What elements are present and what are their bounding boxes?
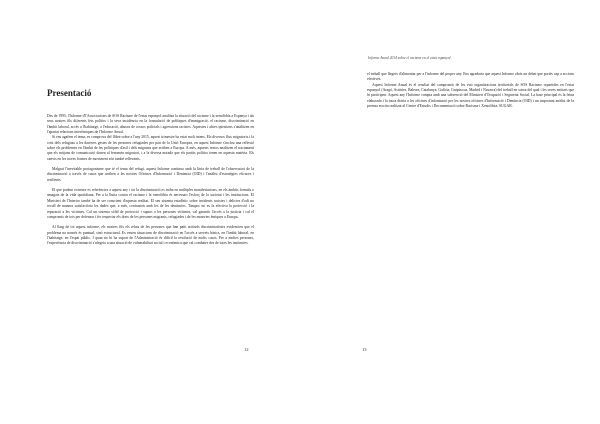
page-number-left: 12	[244, 347, 249, 352]
paragraph: El que podem extreure es referències a aquest any i tot la discriminació es troba en múltiples manifestacions, en els àmbits formals o amagats de la vida quotidiana. Per a la lluita contra el racisme i la xenofòbia és necessari l'esforç de la societat i les institucions. El Ministeri de l'Interior també ha de ser conscient d'aquesta realitat. El seu sistema estadístic sobre incidents racistes i delictes d'odi no recull de manera satisfactòria les dades que, a més, contrasten amb les de les denúncies. Tampoc no es fa efectiva la protecció i la reparació a les víctimes. Cal un sistema sòlid de protecció i suport a les persones víctimes, cal garantir l'accés a la justícia i cal el compromís de tots per defensar i fer respectar els drets de les persones migrants, refugiades i de les minories ètniques a Europa.	[47, 188, 254, 219]
running-head: Informe Anual 2014 sobre el racisme en el estat espanyol	[368, 56, 451, 60]
paragraph: Aquest Informe Anual és el resultat del compromís de les vuit organitzacions territorials de SOS Racisme repartides en l'estat espanyol (Aragó, Astúries, Balears, Catalunya, Galícia, Guipúscoa, Madrid i Navarra) del treball en xarxa del qual i les seves entitats que hi participen. Aquest any l'Informe compta amb una subvenció del Ministeri d'Ocupació i Seguretat Social. La base principal és la feina elaborada i la tasca diària a les oficines d'informació per les nostres oficines d'Informació i Denúncia (OID) i un important anàlisi de la premsa escrita realitzat al Centre d'Estudis i Documentació sobre Racisme i Xenofòbia, SUGAR.	[367, 82, 574, 109]
section-heading: Presentació	[47, 88, 92, 98]
page-number-right: 13	[362, 347, 367, 352]
right-column	[367, 72, 574, 109]
paragraph: el treball que llegeix d'alimentar per a l'informe del proper any. Ens agradaria que aquest Informe obrís un debat que portés cap a accions efectives.	[367, 72, 574, 82]
paragraph: Al llarg de tot aquest informe, els nostres fils els relats de les persones que han patit actituds discriminatòries evidencien que el problema no només és puntual, sinó estructural. Es veuen situacions de discriminació en l'accés a serveis bàsics, en l'àmbit laboral, en l'habitatge, en l'espai públic. I quan no hi ha suport de l'Administració és difícil la resolució de molts casos. Per a moltes persones, l'experiència de discriminació s'afegeix a una situació de vulnerabilitat social i econòmica que cal combatre des de totes les instàncies.	[47, 225, 254, 246]
right-page	[300, 0, 600, 424]
paragraph: Des de 1995, l'Informe d'l'Associacions de SOS Racisme de l'estat espanyol analitza la situació del racisme i la xenofòbia a Espanya i als seus nostres fils diferents fets polítics i la seva incidència en la formulació de polítiques d'immigració, el racisme, discriminació en l'àmbit laboral, accés a l'habitatge, a l'educació, abusos de cossos policials i agressions racistes. Aquestes i altres qüestions s'analitzen en l'apartat relacions interètniques de l'Informe Anual.	[47, 114, 254, 135]
paragraph: Si ens agafem el tema, es comprova del llibre sobre a l'any 2015, aquest trimestre ha estat molt intens. Els diversos flux migratoris i la crisi dels refugiats a les darreres gestes de les persones refugiades per part de la Unió Europea, en aquest Informe s'inclou una reflexió sobre els problemes en l'àmbit de les polítiques d'asil i dels migrants que arriben a Europa. A més, aquests textos analitzen el tractament que els mitjans de comunicació donen al fenomen migratori, i a la diversa mirada que els partits polítics tenen en aquesta matèria. Els canvis en les noves formes de moviment són també rellevants.	[47, 135, 254, 161]
left-column	[47, 114, 254, 247]
paragraph: Malgrat l'inevitable protagonisme que té el tema del refugi, aquest Informe continua amb la línia de treball de l'observatori de la discriminació a través de casos que arriben a les nostres Oficines d'Informació i Denúncia (OID) i l'anàlisi d'estratègies eficaces i resilients.	[47, 167, 254, 182]
